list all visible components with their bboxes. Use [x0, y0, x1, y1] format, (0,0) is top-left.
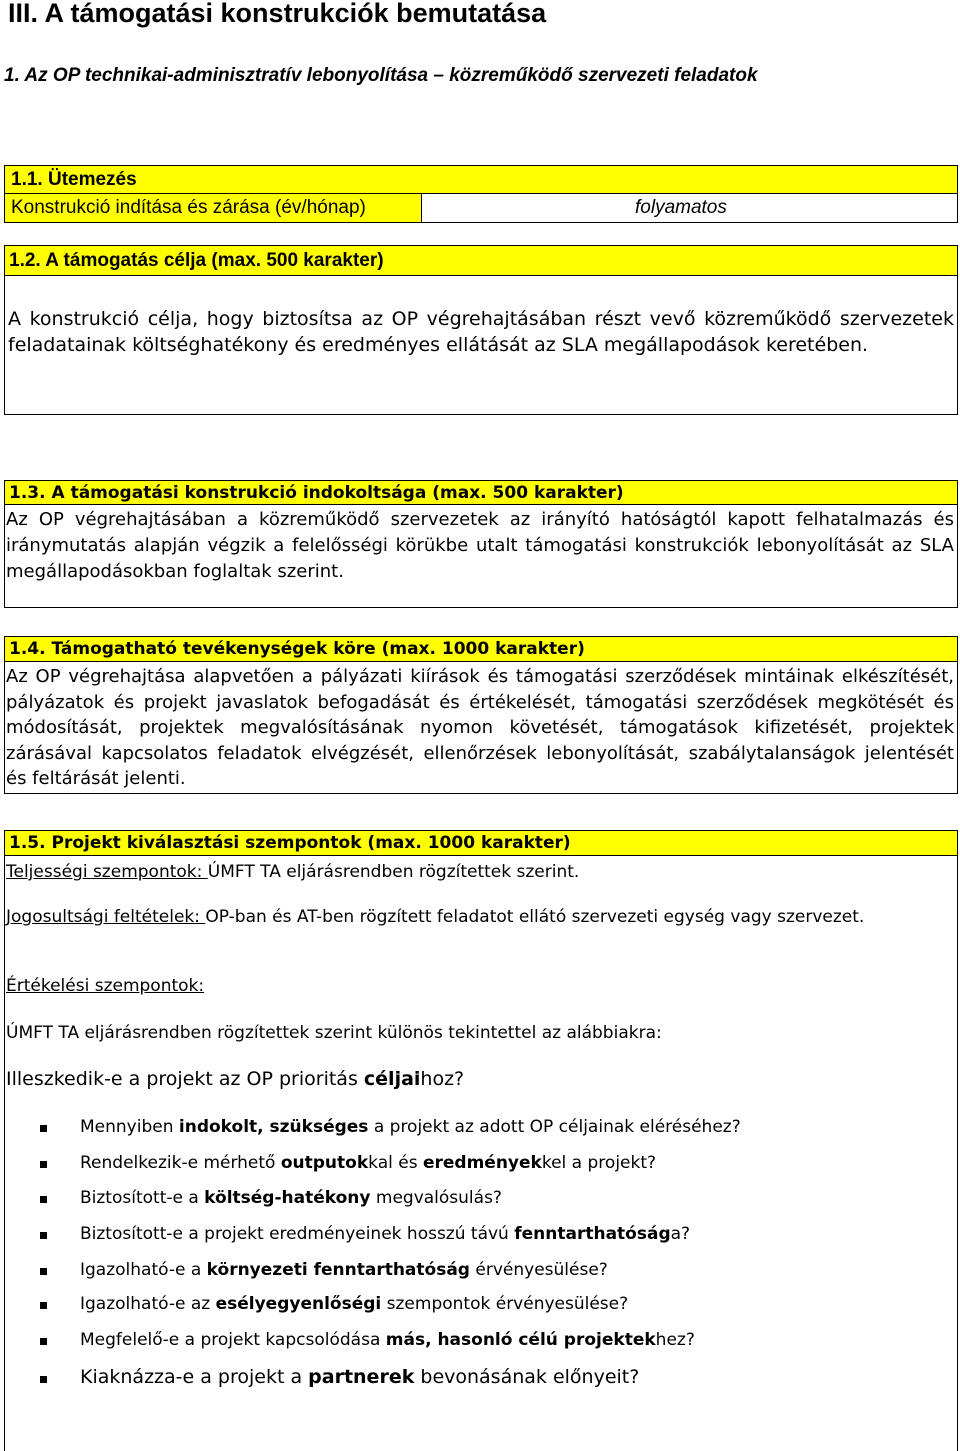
schedule-value-cell: folyamatos: [421, 193, 958, 223]
completeness-label: Teljességi szempontok:: [6, 862, 208, 882]
bullet-marker: [40, 1196, 47, 1203]
bullet-item: Mennyiben indokolt, szükséges a projekt az adott OP céljainak eléréséhez?: [80, 1117, 741, 1137]
section-1-4-text: Az OP végrehajtása alapvetően a pályázati kiírások és támogatási szerződések mintáinak elkészítését, pályázatok és projekt javaslatok befogadását és értékelését, támogatási szerződések megkötését és módosítását, projektek megvalósításának nyomon követését, támogatások kifizetését, projektek zárásával kapcsolatos feladatok elvégzését, ellenőrzések lebonyolítását, szabálytalanságok jelentését és feltárását jelenti.: [6, 666, 954, 789]
evaluation-intro: ÚMFT TA eljárásrendben rögzítettek szerint különös tekintettel az alábbiakra:: [6, 1023, 662, 1043]
bullet-marker: [40, 1161, 47, 1168]
completeness-line: [6, 860, 954, 884]
bullet-item: Biztosított-e a költség-hatékony megvalósulás?: [80, 1188, 502, 1208]
schedule-label-cell: Konstrukció indítása és zárása (év/hónap): [4, 193, 422, 223]
section-1-5-header: 1.5. Projekt kiválasztási szempontok (max. 1000 karakter): [4, 830, 958, 856]
eligibility-paragraph: [6, 906, 954, 929]
eligibility-label: Jogosultsági feltételek:: [6, 907, 206, 927]
bullet-item: Rendelkezik-e mérhető outputokkal és eredményekkel a projekt?: [80, 1153, 657, 1173]
section-subtitle: 1. Az OP technikai-adminisztratív lebonyolítása – közreműködő szervezeti feladatok: [4, 65, 758, 86]
section-1-1-header: 1.1. Ütemezés: [4, 165, 958, 194]
section-1-4-header: 1.4. Támogatható tevékenységek köre (max. 1000 karakter): [4, 636, 958, 662]
section-1-2-text: A konstrukció célja, hogy biztosítsa az OP végrehajtásában részt vevő közreműködő szervezetek feladatainak költséghatékony és eredményes ellátását az SLA megállapodások keretében.: [8, 308, 954, 356]
bullet-marker: [40, 1232, 47, 1239]
eligibility-text: OP-ban és AT-ben rögzített feladatot ellátó szervezeti egység vagy szervezet.: [205, 907, 865, 927]
section-1-3-text: Az OP végrehajtásában a közreműködő szervezetek az irányító hatóságtól kapott felhatalmazás és iránymutatás alapján végzik a felelősségi körükbe utalt támogatási konstrukciók lebonyolítását az SLA megállapodásokban foglaltak szerint.: [6, 509, 954, 582]
bullet-item: Megfelelő-e a projekt kapcsolódása más, hasonló célú projektekhez?: [80, 1330, 695, 1350]
bullet-item: Biztosított-e a projekt eredményeinek hosszú távú fenntarthatósága?: [80, 1224, 691, 1244]
bullet-item: Igazolható-e az esélyegyenlőségi szempontok érvényesülése?: [80, 1294, 629, 1314]
page-title: III. A támogatási konstrukciók bemutatása: [8, 0, 547, 28]
bullet-item: Igazolható-e a környezeti fenntarthatóság érvényesülése?: [80, 1260, 608, 1280]
bullet-marker: [40, 1125, 47, 1132]
section-1-2-header: 1.2. A támogatás célja (max. 500 karakter): [4, 245, 958, 276]
bullet-marker: [40, 1302, 47, 1309]
completeness-text: ÚMFT TA eljárásrendben rögzítettek szerint.: [207, 862, 580, 882]
evaluation-label: Értékelési szempontok:: [6, 976, 205, 996]
priority-question: Illeszkedik-e a projekt az OP prioritás céljaihoz?: [6, 1068, 465, 1090]
bullet-marker: [40, 1268, 47, 1275]
bullet-marker: [40, 1338, 47, 1345]
bullet-marker: [40, 1376, 47, 1383]
section-1-3-header: 1.3. A támogatási konstrukció indokoltsága (max. 500 karakter): [4, 480, 958, 505]
bullet-item: Kiaknázza-e a projekt a partnerek bevonásának előnyeit?: [80, 1366, 640, 1388]
